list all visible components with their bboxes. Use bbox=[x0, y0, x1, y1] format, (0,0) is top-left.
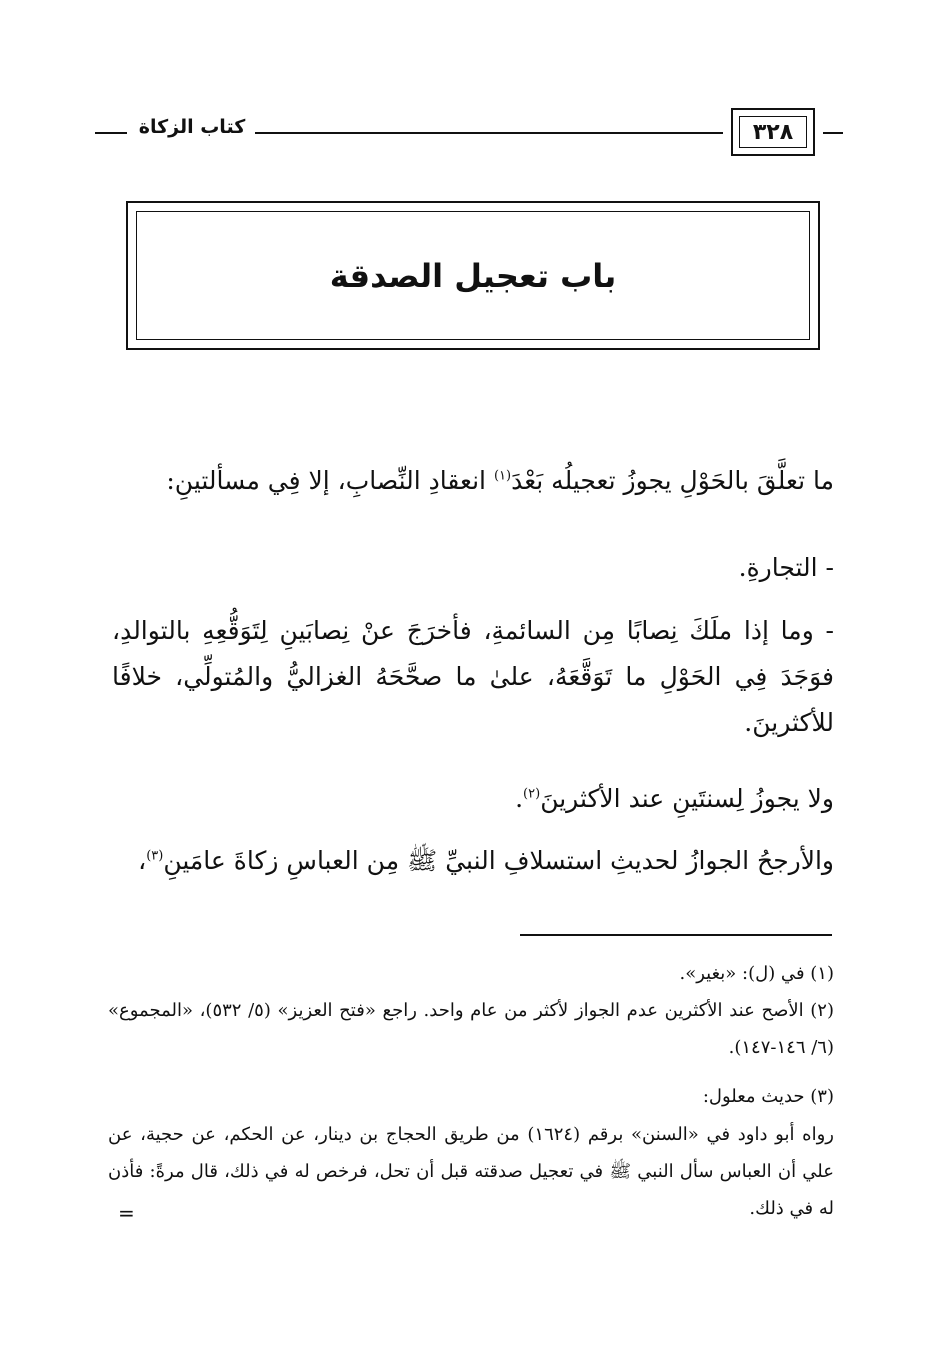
paragraph-text: ، bbox=[138, 846, 147, 875]
page-number: ٣٢٨ bbox=[739, 116, 807, 148]
body-paragraph-3: - وما إذا ملَكَ نِصابًا مِن السائمةِ، فأخرَجَ عنْ نِصابَينِ لِتَوَقُّعِهِ بالتوالدِ، فوَجَدَ فِي الحَوْلِ ما تَوَقَّعَهُ، علىٰ ما صحَّحَهُ الغزاليُّ والمُتولِّي، خلافًا للأكثرينَ. bbox=[112, 616, 834, 737]
continuation-mark: = bbox=[118, 1201, 135, 1225]
paragraph-text: ولا يجوزُ لِسنتَينِ عند الأكثرينَ bbox=[540, 784, 834, 813]
paragraph-text: ما تعلَّقَ بالحَوْلِ يجوزُ تعجيلُه بَعْدَ bbox=[511, 466, 834, 495]
footnote-3-body: رواه أبو داود في «السنن» برقم (١٦٢٤) من طريق الحجاج بن دينار، عن الحكم، عن حجية، عن علي أن العباس سأل النبي ﷺ في تعجيل صدقته قبل أن تحل، فرخص له في ذلك، قال مرةً: فأذن له في ذلك. bbox=[108, 1124, 834, 1219]
footnote-ref-3: (٣) bbox=[146, 848, 164, 864]
body-paragraph-4 bbox=[112, 776, 834, 822]
chapter-title-box bbox=[126, 201, 820, 350]
paragraph-text: انعقادِ النِّصابِ، إلا فِي مسألتينِ: bbox=[166, 466, 494, 495]
footnote-ref-1: (١) bbox=[493, 468, 512, 484]
footnote-2: (٢) الأصح عند الأكثرين عدم الجواز لأكثر من عام واحد. راجع «فتح العزيز» (٥/ ٥٣٢)، «المجموع» (٦/ ١٤٦-١٤٧). bbox=[108, 1000, 834, 1058]
header-rule-left bbox=[95, 132, 127, 134]
header-rule-middle bbox=[255, 132, 723, 134]
book-title: كتاب الزكاة bbox=[138, 116, 246, 138]
footnote-3-heading: (٣) حديث معلول: bbox=[702, 1086, 834, 1107]
chapter-title: باب تعجيل الصدقة bbox=[329, 256, 617, 295]
footnote-separator bbox=[520, 934, 832, 936]
paragraph-text: . bbox=[515, 784, 524, 813]
chapter-title-inner-frame bbox=[136, 211, 810, 340]
page-header bbox=[95, 108, 843, 158]
body-paragraph-1 bbox=[112, 458, 834, 504]
paragraph-text: والأرجحُ الجوازُ لحديثِ استسلافِ النبيِّ ﷺ مِن العباسِ زكاةَ عامَينِ bbox=[163, 846, 834, 875]
body-paragraph-2: - التجارةِ. bbox=[738, 553, 834, 582]
footnote-ref-2: (٢) bbox=[523, 786, 541, 802]
header-rule-right bbox=[823, 132, 843, 134]
footnote-1: (١) في (ل): «بغير». bbox=[679, 963, 834, 984]
page-number-frame bbox=[731, 108, 815, 156]
body-paragraph-5 bbox=[112, 838, 834, 884]
